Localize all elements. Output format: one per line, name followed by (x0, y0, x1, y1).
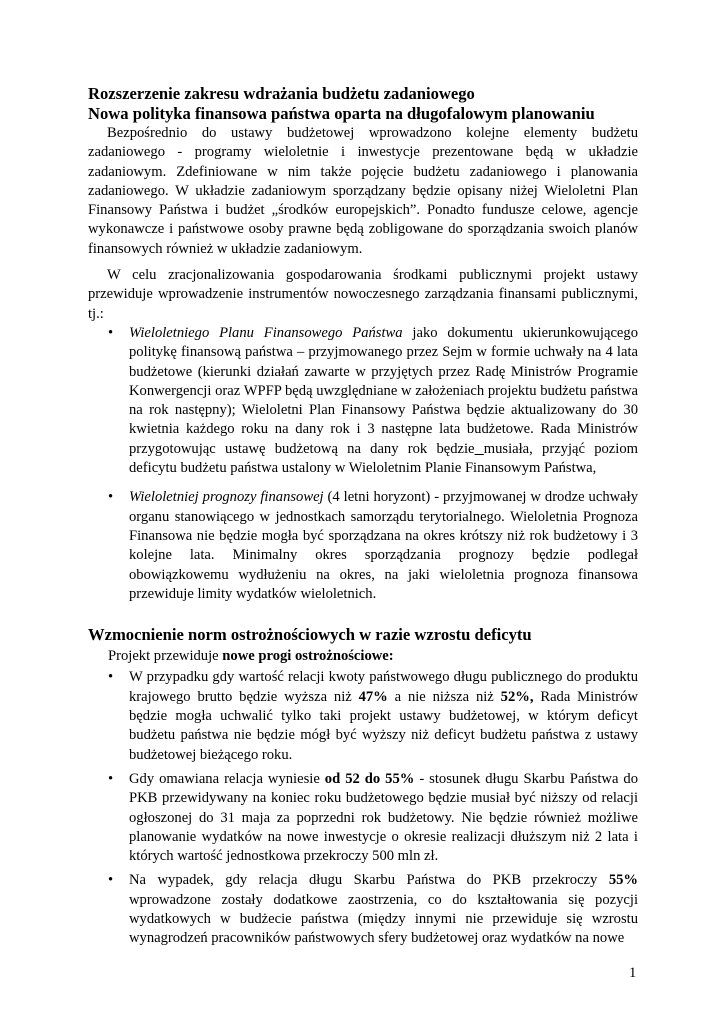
threshold-52: 52%, (500, 688, 534, 705)
list-item-text-cont: musiała, przyjąć poziom deficytu budżetu państwa ustalony w Wieloletnim Planie Finansowym Państwa, (129, 440, 638, 477)
threshold-47: 47% (358, 688, 388, 705)
list-item (88, 770, 638, 866)
paragraph-instruments: W celu zracjonalizowania gospodarowania środkami publicznymi projekt ustawy przewiduje wprowadzenie instrumentów nowoczesnego zarządzania finansami publicznymi, tj.: (88, 267, 638, 322)
heading-prudential-norms: Wzmocnienie norm ostrożnościowych w razie wzrostu deficytu (88, 625, 532, 645)
heading-task-budget: Rozszerzenie zakresu wdrażania budżetu zadaniowego (88, 84, 475, 103)
instruments-list (88, 324, 638, 604)
intro-bold: nowe progi ostrożnościowe: (222, 648, 394, 665)
bullet-icon: • (108, 872, 114, 889)
bullet-icon: • (108, 669, 114, 686)
list-item-text: Na wypadek, gdy relacja długu Skarbu Państwa do PKB przekroczy (129, 872, 609, 889)
bullet-icon: • (108, 489, 114, 506)
underlined-space (475, 441, 484, 457)
wpfp-term: Wieloletniego Planu Finansowego Państwa (129, 324, 403, 341)
threshold-52-55: od 52 do 55% (324, 770, 415, 787)
list-item-text: Gdy omawiana relacja wyniesie (129, 770, 325, 787)
list-item-text: a nie niższa niż (387, 688, 501, 705)
list-item (88, 488, 638, 604)
list-item (88, 668, 638, 764)
list-item (88, 871, 638, 948)
heading-financial-policy: Nowa polityka finansowa państwa oparta na długofalowym planowaniu (88, 104, 595, 123)
paragraph-thresholds-intro (88, 647, 638, 666)
bullet-icon: • (108, 324, 114, 341)
threshold-55: 55% (608, 872, 638, 889)
list-item-text: (4 letni horyzont) - przyjmowanej w drodze uchwały organu stanowiącego w jednostkach samorządu terytorialnego. Wieloletnia Prognoza Finansowa nie będzie mogła być sporządzana na okres krótszy niż rok budżetowy i 3 kolejne lata. Minimalny okres sporządzania prognozy będzie podlegał obowiązkowemu wydłużeniu na okres, na jaki wieloletnia prognoza finansowa przewiduje limity wydatków wieloletnich. (129, 489, 638, 602)
wpf-term: Wieloletniej prognozy finansowej (129, 489, 324, 506)
list-item-text: wprowadzone zostały dodatkowe zaostrzenia, co do kształtowania się pozycji wydatkowych w budżecie państwa (między innymi nie przewiduje się wzrostu wynagrodzeń pracowników państwowych sfery budżetowej oraz wydatków na nowe (129, 891, 638, 947)
list-item-text: Rada Ministrów będzie mogła uchwalić tylko taki projekt ustawy budżetowej, w którym deficyt budżetu państwa nie będzie mógł być wyższy niż deficyt budżetu państwa z ustawy budżetowej bieżącego roku. (129, 688, 638, 763)
paragraph-budget-elements: Bezpośrednio do ustawy budżetowej wprowadzono kolejne elementy budżetu zadaniowego - programy wieloletnie i inwestycje prezentowane będą w układzie zadaniowym. Zdefiniowane w nim także pojęcie budżetu zadaniowego i planowania zadaniowego. W układzie zadaniowym sporządzany będzie opisany niżej Wieloletni Plan Finansowy Państwa i budżet „środków europejskich”. Ponadto fundusze celowe, agencje wykonawcze i państwowe osoby prawne będą zobligowane do sporządzania swoich planów finansowych również w układzie zadaniowym. (88, 125, 638, 257)
bullet-icon: • (108, 770, 114, 787)
list-item-text: W przypadku gdy wartość relacji kwoty państwowego długu publicznego do produktu krajowego brutto będzie wyższa niż (129, 669, 638, 705)
list-item-text: - stosunek długu Skarbu Państwa do PKB przewidywany na koniec roku budżetowego będzie musiał być niższy od relacji ogłoszonej do 31 maja za poprzedni rok budżetowy. Nie będzie również możliwe planowanie wydatków na nowe inwestycje o okresie realizacji dłuższym niż 2 lata i których wartość jednostkowa przekroczy 500 mln zł. (129, 770, 639, 865)
thresholds-list (88, 668, 638, 948)
list-item-text: jako dokumentu ukierunkowującego politykę finansową państwa – przyjmowanego przez Sejm w formie uchwały na 4 lata budżetowe (kierunki działań zawarte w przyjętych przez Radę Ministrów Programie Konwergencji oraz WPFP będą uwzględniane w założeniach projektu budżetu państwa na rok następny); Wieloletni Plan Finansowy Państwa będzie aktualizowany do 30 kwietnia każdego roku na dany rok i 3 następne lata budżetowe. Rada Ministrów przygotowując ustawę budżetową na dany rok będzie (129, 324, 639, 457)
list-item (88, 324, 638, 478)
intro-text: Projekt przewiduje (108, 648, 223, 665)
document-page (88, 84, 638, 949)
page-number: 1 (629, 965, 637, 981)
